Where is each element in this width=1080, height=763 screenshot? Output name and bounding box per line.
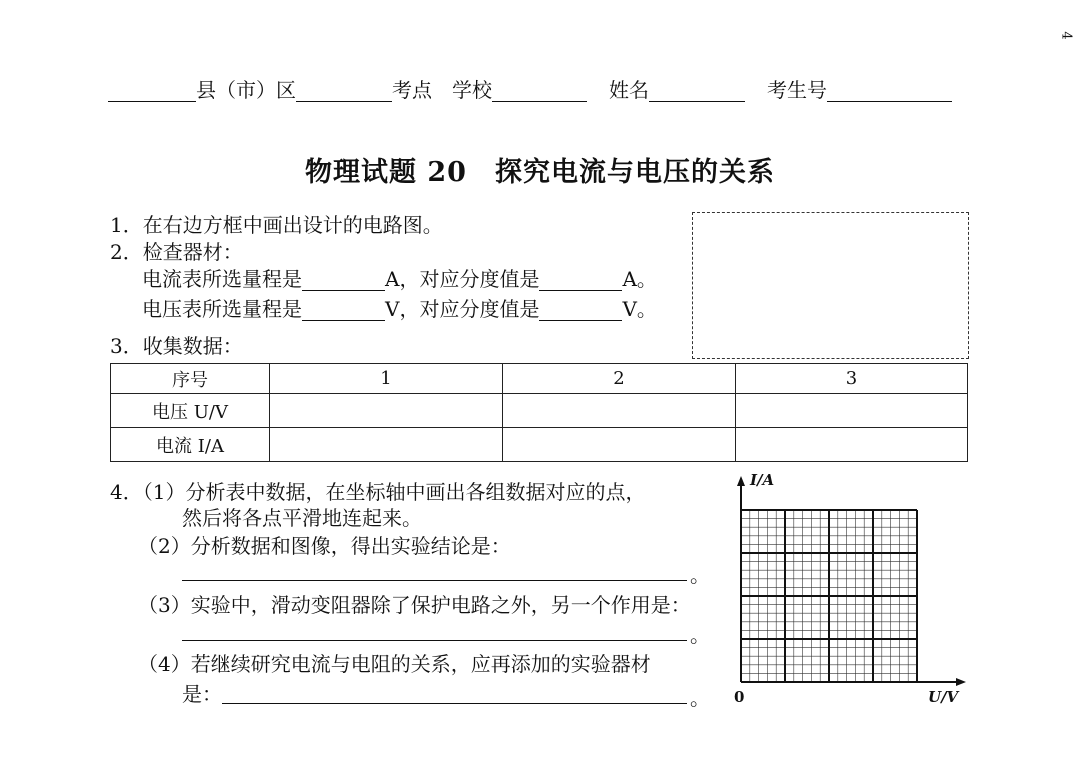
ammeter-unit: A，对应分度值是	[385, 267, 540, 291]
voltmeter-line	[142, 297, 657, 321]
current-cell-2[interactable]	[503, 428, 736, 462]
school-blank[interactable]	[492, 81, 587, 102]
voltmeter-range-blank[interactable]	[302, 300, 385, 321]
table-header-cell: 3	[736, 364, 968, 394]
voltmeter-division-blank[interactable]	[539, 300, 622, 321]
y-axis-arrow-icon	[737, 476, 745, 486]
origin-label: 0	[734, 688, 745, 706]
table-header-row	[111, 364, 968, 394]
ammeter-end: A。	[622, 267, 657, 291]
county-district-blank[interactable]	[296, 81, 392, 102]
end-mark: 。	[690, 623, 710, 647]
ammeter-range-blank[interactable]	[302, 270, 385, 291]
data-table	[110, 363, 968, 462]
equipment-answer-line[interactable]	[222, 703, 687, 704]
voltage-cell-3[interactable]	[736, 394, 968, 428]
y-axis-label: I/A	[750, 471, 775, 489]
rheostat-answer-line[interactable]	[182, 640, 687, 641]
x-axis-arrow-icon	[956, 678, 966, 686]
question-4-part-1-line-2: 然后将各点平滑地连起来。	[182, 506, 422, 530]
name-label: 姓名	[609, 78, 649, 102]
table-row-voltage	[111, 394, 968, 428]
name-blank[interactable]	[649, 81, 745, 102]
header-fields	[108, 78, 952, 102]
ammeter-prefix: 电流表所选量程是	[142, 267, 302, 291]
current-cell-1[interactable]	[270, 428, 503, 462]
question-4-part-4-line-2: 是：	[182, 682, 222, 706]
voltage-row-label: 电压 U/V	[111, 394, 270, 428]
question-4-part-4-line-1: （4）若继续研究电流与电阻的关系，应再添加的实验器材	[138, 652, 651, 676]
voltage-cell-2[interactable]	[503, 394, 736, 428]
question-4-part-2: （2）分析数据和图像，得出实验结论是：	[138, 534, 511, 558]
question-4-part-3: （3）实验中，滑动变阻器除了保护电路之外，另一个作用是：	[138, 593, 691, 617]
exam-number-label: 考生号	[767, 78, 827, 102]
circuit-diagram-box[interactable]	[692, 212, 969, 359]
question-4-part-1-line-1: 4．（1）分析表中数据，在坐标轴中画出各组数据对应的点，	[110, 480, 646, 504]
exam-number-blank[interactable]	[827, 81, 952, 102]
question-3-heading: 3．收集数据：	[110, 334, 243, 358]
table-header-cell: 1	[270, 364, 503, 394]
voltage-cell-1[interactable]	[270, 394, 503, 428]
voltmeter-end: V。	[622, 297, 657, 321]
county-label: 县（市）区	[196, 78, 296, 102]
current-cell-3[interactable]	[736, 428, 968, 462]
voltmeter-unit: V，对应分度值是	[385, 297, 540, 321]
graph-grid[interactable]	[730, 470, 970, 690]
conclusion-answer-line[interactable]	[182, 580, 687, 581]
county-blank[interactable]	[108, 81, 196, 102]
exam-site-label: 考点	[392, 78, 432, 102]
end-mark: 。	[690, 686, 710, 710]
current-row-label: 电流 I/A	[111, 428, 270, 462]
question-2-heading: 2．检查器材：	[110, 240, 243, 264]
table-row-current	[111, 428, 968, 462]
voltmeter-prefix: 电压表所选量程是	[142, 297, 302, 321]
question-1: 1．在右边方框中画出设计的电路图。	[110, 213, 443, 237]
page-title: 物理试题 20 探究电流与电压的关系	[305, 157, 775, 188]
school-label: 学校	[452, 78, 492, 102]
end-mark: 。	[690, 563, 710, 587]
table-header-cell: 序号	[111, 364, 270, 394]
x-axis-label: U/V	[928, 688, 959, 706]
ammeter-division-blank[interactable]	[539, 270, 622, 291]
table-header-cell: 2	[503, 364, 736, 394]
page-number: 4	[1058, 31, 1074, 40]
ammeter-line	[142, 267, 657, 291]
